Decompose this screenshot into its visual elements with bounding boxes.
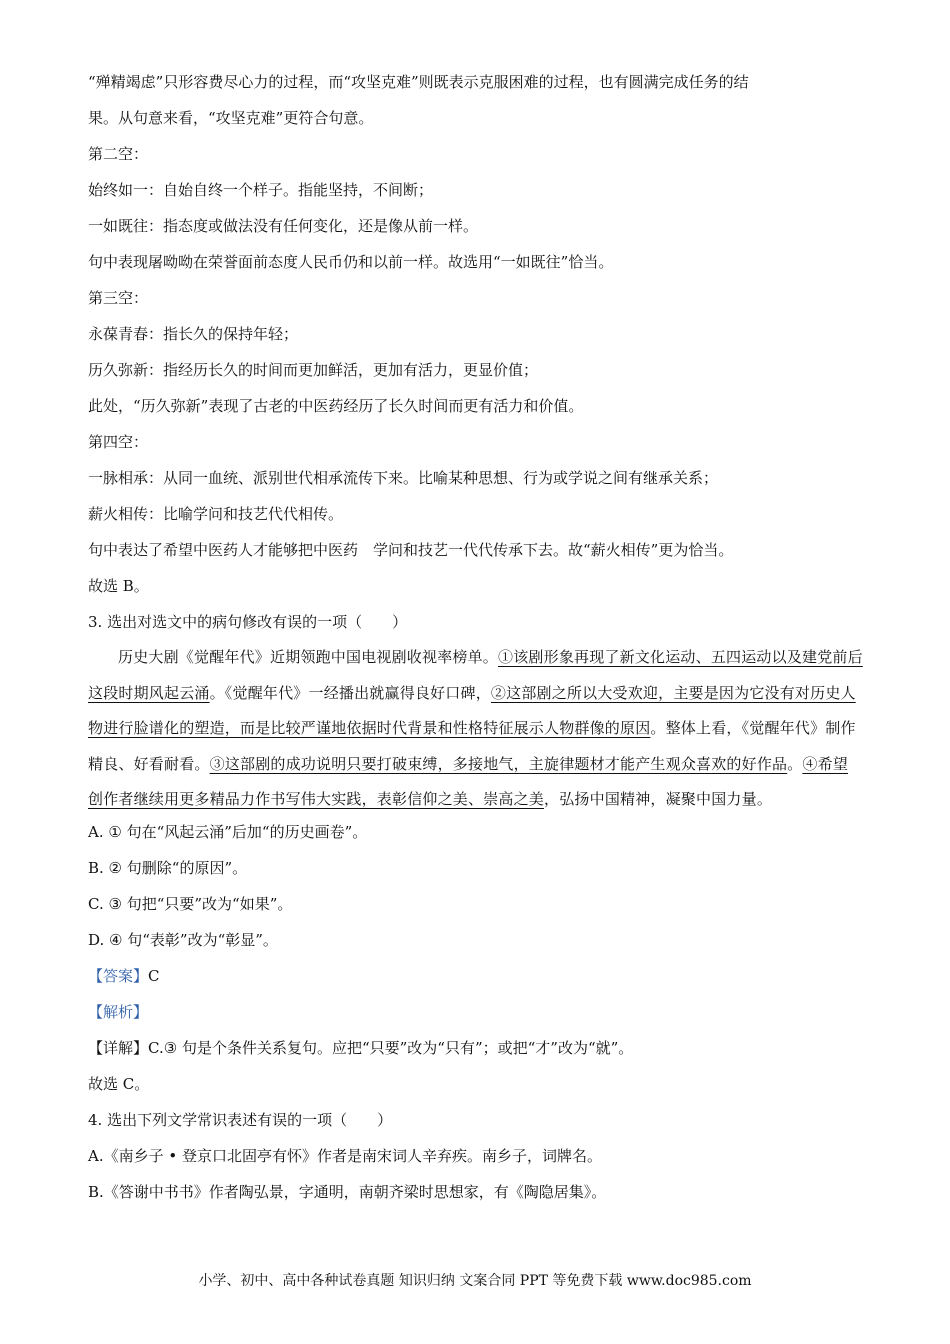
text-line: 薪火相传：比喻学问和技艺代代相传。 [88, 505, 344, 523]
answer-line [88, 966, 863, 986]
text-line: 始终如一：自始自终一个样子。指能坚持，不间断； [88, 181, 434, 199]
question-3-passage [88, 640, 863, 818]
text-line: 故选 B。 [88, 577, 149, 595]
detail-text: C.③ 句是个条件关系复句。应把“只要”改为“只有”；或把“才”改为“就”。 [148, 1038, 634, 1057]
option-c: C. ③ 句把“只要”改为“如果”。 [88, 894, 293, 913]
text-line: 永葆青春：指长久的保持年轻； [88, 325, 299, 343]
analysis-tag: 【解析】 [88, 1002, 149, 1021]
choose-line: 故选 C。 [88, 1074, 150, 1093]
passage-text: ，弘扬中国精神，凝聚中国力量。 [544, 790, 773, 808]
text-line: 句中表现屠呦呦在荣誉面前态度人民币仍和以前一样。故选用“一如既往”恰当。 [88, 253, 614, 271]
text-line: 一脉相承：从同一血统、派别世代相承流传下来。比喻某种思想、行为或学说之间有继承关系； [88, 469, 719, 487]
question-3-stem: 3. 选出对选文中的病句修改有误的一项（ ） [88, 613, 408, 631]
detail-line [88, 1038, 863, 1058]
option-b: B.《答谢中书书》作者陶弘景，字通明，南朝齐梁时思想家，有《陶隐居集》。 [88, 1182, 607, 1201]
text-line: 历久弥新：指经历长久的时间而更加鲜活，更加有活力，更显价值； [88, 361, 539, 379]
text-line: 果。从句意来看，“攻坚克难”更符合句意。 [88, 109, 374, 127]
passage-text: 。整体上看，《觉醒年代》制作精良、好看耐看。 [88, 719, 856, 773]
page-footer: 小学、初中、高中各种试卷真题 知识归纳 文案合同 PPT 等免费下载 www.doc985.com [198, 1273, 752, 1289]
underlined-sentence-4: ④希望创作者继续用更多精品力作书写伟大实践，表彰信仰之美、崇高之美 [88, 754, 849, 808]
text-line: “殚精竭虑”只形容费尽心力的过程，而“攻坚克难”则既表示克服困难的过程，也有圆满完成任务的结 [88, 73, 749, 91]
text-line: 此处，“历久弥新”表现了古老的中医药经历了长久时间而更有活力和价值。 [88, 397, 584, 415]
detail-tag: 【详解】 [88, 1038, 149, 1057]
text-line: 一如既往：指态度或做法没有任何变化，还是像从前一样。 [88, 217, 479, 235]
option-d: D. ④ 句“表彰”改为“彰显”。 [88, 930, 278, 949]
option-a: A. ① 句在“风起云涌”后加“的历史画卷”。 [88, 822, 368, 841]
text-line: 第四空： [88, 433, 149, 451]
passage-text: 。《觉醒年代》一经播出就赢得良好口碑， [209, 683, 491, 702]
underlined-sentence-3: ③这部剧的成功说明只要打破束缚，多接地气，主旋律题材才能产生观众喜欢的好作品 [209, 754, 788, 773]
passage-text: 历史大剧《觉醒年代》近期领跑中国电视剧收视率榜单。 [118, 648, 499, 666]
document-page [88, 72, 863, 1218]
underlined-sentence-1: ①该剧形象再现了新文化运动、五四运动以及建党前后这段时期风起云涌 [88, 648, 863, 702]
text-line: 第二空： [88, 145, 149, 163]
answer-value: C [148, 966, 160, 985]
option-b: B. ② 句删除“的原因”。 [88, 858, 248, 877]
underlined-sentence-2: ②这部剧之所以大受欢迎，主要是因为它没有对历史人物进行脸谱化的塑造，而是比较严谨地依据时代背景和性格特征展示人物群像的原因 [88, 683, 856, 737]
passage-text: 。 [787, 754, 803, 773]
answer-tag: 【答案】 [88, 966, 149, 985]
analysis-line [88, 1002, 863, 1022]
option-a: A.《南乡子 • 登京口北固亭有怀》作者是南宋词人辛弃疾。南乡子，词牌名。 [88, 1146, 602, 1165]
text-line: 第三空： [88, 289, 149, 307]
question-4-stem: 4. 选出下列文学常识表述有误的一项（ ） [88, 1110, 393, 1129]
text-line: 句中表达了希望中医药人才能够把中医药 学问和技艺一代代传承下去。故“薪火相传”更为恰当。 [88, 541, 734, 559]
